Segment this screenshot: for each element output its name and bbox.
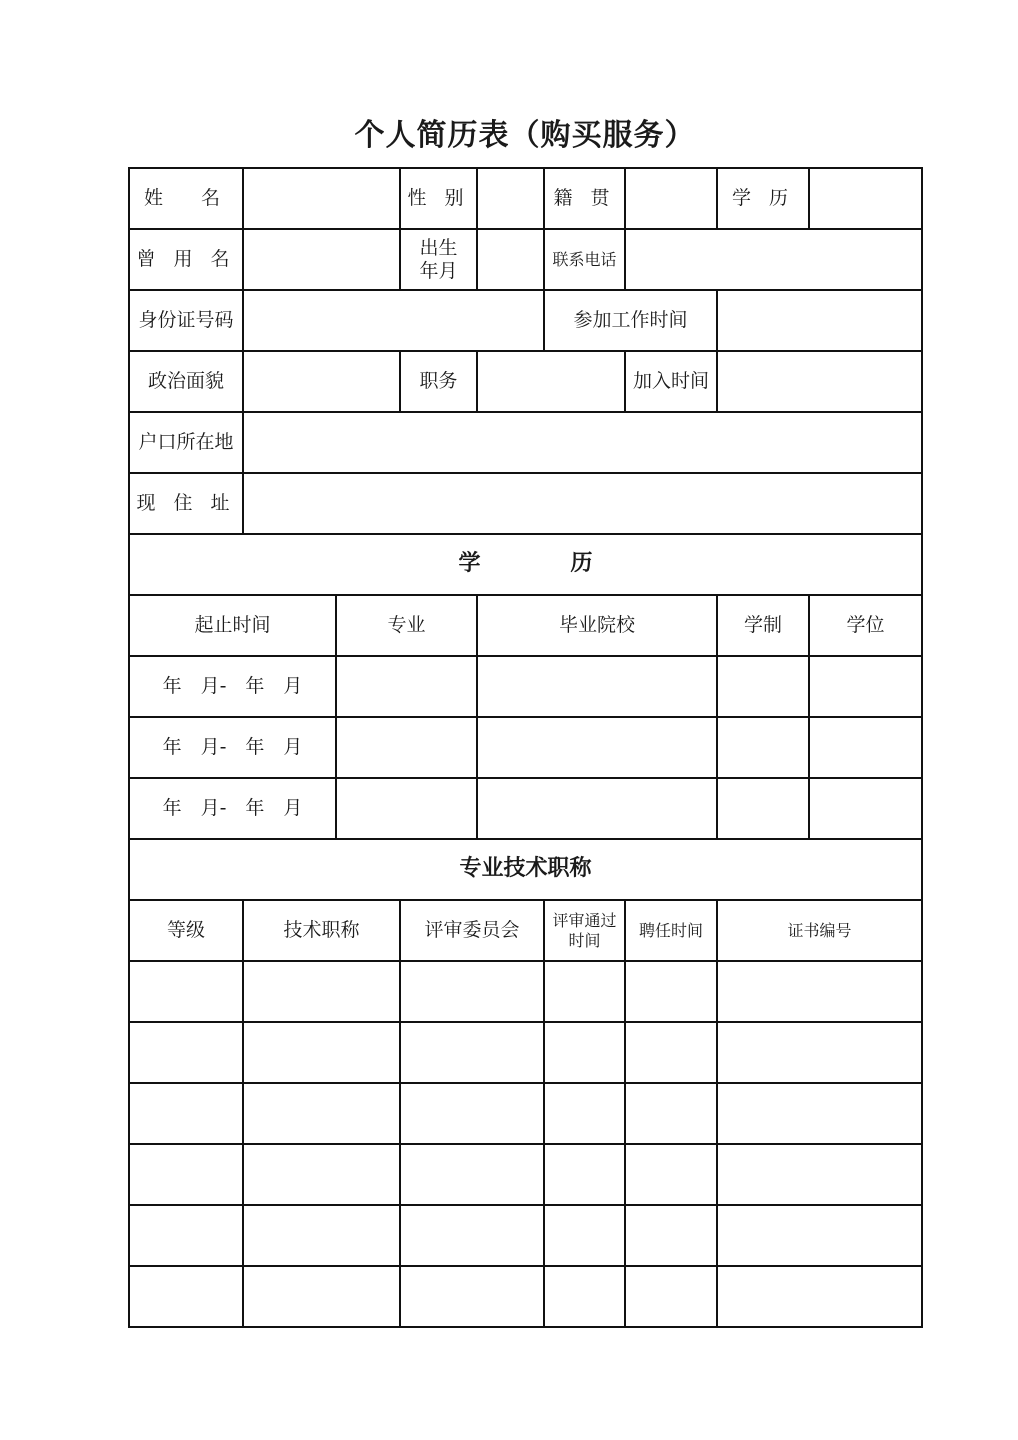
- title-committee-cell[interactable]: [400, 1205, 544, 1266]
- political-status-field[interactable]: [243, 351, 400, 412]
- edu-school-cell[interactable]: [477, 778, 717, 839]
- phone-field[interactable]: [625, 229, 922, 290]
- title-level-cell[interactable]: [129, 1144, 243, 1205]
- review-header-line1: 评审通过: [552, 910, 617, 930]
- birth-label: [400, 229, 477, 290]
- native-place-field[interactable]: [625, 168, 717, 229]
- title-cert-number-cell[interactable]: [717, 1022, 922, 1083]
- join-time-field[interactable]: [717, 351, 922, 412]
- education-header-row: [129, 595, 922, 656]
- edu-header-period: 起止时间: [129, 595, 336, 656]
- hukou-field[interactable]: [243, 412, 922, 473]
- phone-label: 联系电话: [544, 229, 625, 290]
- title-header-level: 等级: [129, 900, 243, 961]
- title-appoint-time-cell[interactable]: [625, 1205, 717, 1266]
- gender-field[interactable]: [477, 168, 544, 229]
- position-label: 职务: [400, 351, 477, 412]
- education-section-title: 学历: [129, 534, 922, 595]
- title-level-cell[interactable]: [129, 1022, 243, 1083]
- native-place-label: 籍 贯: [544, 168, 625, 229]
- row-basic-1: [129, 168, 922, 229]
- title-level-cell[interactable]: [129, 1266, 243, 1327]
- title-rows: [129, 961, 922, 1327]
- title-header-row: [129, 900, 922, 961]
- id-number-field[interactable]: [243, 290, 544, 351]
- row-basic-6: [129, 473, 922, 534]
- birth-label-line1: 出生: [419, 236, 458, 259]
- table-row: [129, 717, 922, 778]
- title-header-review-time: [544, 900, 625, 961]
- birth-field[interactable]: [477, 229, 544, 290]
- table-row: [129, 1083, 922, 1144]
- review-header-line2: 时间: [568, 930, 601, 950]
- edu-major-cell[interactable]: [336, 656, 477, 717]
- edu-period-cell[interactable]: 年 月- 年 月: [129, 717, 336, 778]
- title-name-cell[interactable]: [243, 961, 400, 1022]
- table-row: [129, 1205, 922, 1266]
- title-committee-cell[interactable]: [400, 1083, 544, 1144]
- edu-period-cell[interactable]: 年 月- 年 月: [129, 656, 336, 717]
- edu-duration-cell[interactable]: [717, 656, 809, 717]
- table-row: [129, 778, 922, 839]
- edu-duration-cell[interactable]: [717, 778, 809, 839]
- title-level-cell[interactable]: [129, 961, 243, 1022]
- title-review-time-cell[interactable]: [544, 1144, 625, 1205]
- edu-degree-cell[interactable]: [809, 778, 922, 839]
- title-review-time-cell[interactable]: [544, 961, 625, 1022]
- title-committee-cell[interactable]: [400, 1266, 544, 1327]
- title-appoint-time-cell[interactable]: [625, 961, 717, 1022]
- edu-period-cell[interactable]: 年 月- 年 月: [129, 778, 336, 839]
- political-status-label: 政治面貌: [129, 351, 243, 412]
- edu-degree-cell[interactable]: [809, 656, 922, 717]
- join-time-label: 加入时间: [625, 351, 717, 412]
- edu-duration-cell[interactable]: [717, 717, 809, 778]
- title-appoint-time-cell[interactable]: [625, 1022, 717, 1083]
- table-row: [129, 656, 922, 717]
- name-label: 姓 名: [129, 168, 243, 229]
- title-header-committee: 评审委员会: [400, 900, 544, 961]
- title-appoint-time-cell[interactable]: [625, 1083, 717, 1144]
- resume-form-table: [128, 167, 923, 1328]
- row-basic-4: [129, 351, 922, 412]
- title-header-cert-number: 证书编号: [717, 900, 922, 961]
- title-level-cell[interactable]: [129, 1083, 243, 1144]
- title-cert-number-cell[interactable]: [717, 1205, 922, 1266]
- edu-school-cell[interactable]: [477, 717, 717, 778]
- table-row: [129, 1266, 922, 1327]
- title-name-cell[interactable]: [243, 1205, 400, 1266]
- education-field[interactable]: [809, 168, 922, 229]
- title-section-title: 专业技术职称: [129, 839, 922, 900]
- title-committee-cell[interactable]: [400, 1022, 544, 1083]
- title-cert-number-cell[interactable]: [717, 1266, 922, 1327]
- title-appoint-time-cell[interactable]: [625, 1144, 717, 1205]
- address-field[interactable]: [243, 473, 922, 534]
- title-name-cell[interactable]: [243, 1266, 400, 1327]
- title-name-cell[interactable]: [243, 1083, 400, 1144]
- title-cert-number-cell[interactable]: [717, 1144, 922, 1205]
- gender-label: 性 别: [400, 168, 477, 229]
- title-cert-number-cell[interactable]: [717, 1083, 922, 1144]
- page-title: 个人简历表（购买服务）: [354, 118, 696, 153]
- edu-major-cell[interactable]: [336, 717, 477, 778]
- table-row: [129, 1022, 922, 1083]
- edu-major-cell[interactable]: [336, 778, 477, 839]
- title-header-appoint-time: 聘任时间: [625, 900, 717, 961]
- birth-label-line2: 年月: [419, 259, 458, 282]
- former-name-field[interactable]: [243, 229, 400, 290]
- former-name-label: 曾 用 名: [129, 229, 243, 290]
- row-basic-5: [129, 412, 922, 473]
- row-basic-3: [129, 290, 922, 351]
- title-review-time-cell[interactable]: [544, 1266, 625, 1327]
- title-cert-number-cell[interactable]: [717, 961, 922, 1022]
- title-review-time-cell[interactable]: [544, 1022, 625, 1083]
- education-section-header: [129, 534, 922, 595]
- name-field[interactable]: [243, 168, 400, 229]
- edu-header-degree: 学位: [809, 595, 922, 656]
- title-committee-cell[interactable]: [400, 1144, 544, 1205]
- title-appoint-time-cell[interactable]: [625, 1266, 717, 1327]
- edu-header-major: 专业: [336, 595, 477, 656]
- table-row: [129, 1144, 922, 1205]
- edu-school-cell[interactable]: [477, 656, 717, 717]
- education-label: 学 历: [717, 168, 809, 229]
- hukou-label: 户口所在地: [129, 412, 243, 473]
- work-start-label: 参加工作时间: [544, 290, 717, 351]
- edu-header-school: 毕业院校: [477, 595, 717, 656]
- work-start-field[interactable]: [717, 290, 922, 351]
- title-name-cell[interactable]: [243, 1022, 400, 1083]
- address-label: 现 住 址: [129, 473, 243, 534]
- title-name-cell[interactable]: [243, 1144, 400, 1205]
- title-review-time-cell[interactable]: [544, 1083, 625, 1144]
- table-row: [129, 961, 922, 1022]
- title-level-cell[interactable]: [129, 1205, 243, 1266]
- title-section-header: [129, 839, 922, 900]
- title-review-time-cell[interactable]: [544, 1205, 625, 1266]
- position-field[interactable]: [477, 351, 625, 412]
- edu-header-duration: 学制: [717, 595, 809, 656]
- title-header-name: 技术职称: [243, 900, 400, 961]
- row-basic-2: [129, 229, 922, 290]
- edu-degree-cell[interactable]: [809, 717, 922, 778]
- title-committee-cell[interactable]: [400, 961, 544, 1022]
- id-number-label: 身份证号码: [129, 290, 243, 351]
